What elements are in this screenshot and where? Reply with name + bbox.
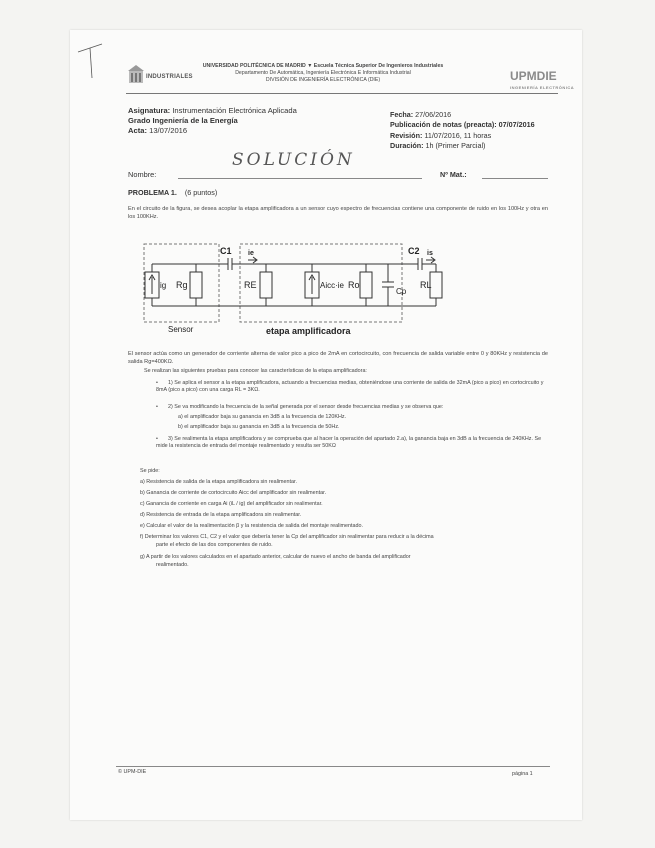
industriales-logo xyxy=(128,64,193,89)
question-b: b) Ganancia de corriente de cortocircuito Aicc del amplificador sin realimentar. xyxy=(140,490,327,496)
upmdie-logo xyxy=(510,67,574,90)
question-f-cont: parte el efecto de las dos componentes de ruido. xyxy=(156,542,273,548)
body-p1: El sensor actúa como un generador de corriente alterna de valor pico a pico de 2mA en cortocircuito, con frecuencia de salida variable entre 0 y 80KHz y resistencia de salida Rg=400KΩ. xyxy=(128,351,548,365)
cp-label: Cp xyxy=(396,287,407,296)
exam-meta-left xyxy=(128,106,297,137)
fecha-value: 27/06/2016 xyxy=(413,110,452,119)
footer-divider xyxy=(116,766,550,767)
header-divider xyxy=(126,93,558,94)
problem-points: (6 puntos) xyxy=(184,188,218,197)
question-f: f) Determinar los valores C1, C2 y el valor que debería tener la Cp del amplificador sin realimentar para reducir a la décima xyxy=(140,534,434,540)
se-pide: Se pide: xyxy=(140,468,160,474)
re-label: RE xyxy=(244,280,257,290)
test-3 xyxy=(156,436,550,451)
logo-right-text: UPMDIE xyxy=(510,69,557,83)
is-label: is xyxy=(427,250,433,257)
publicacion-label: Publicación de notas (preacta): xyxy=(390,120,497,130)
question-g-cont: realimentado. xyxy=(156,562,189,568)
duracion-value: 1h (Primer Parcial) xyxy=(423,141,486,151)
pen-mark xyxy=(76,40,106,80)
footer-left: © UPM-DIE xyxy=(118,769,147,775)
revision-label: Revisión: xyxy=(390,130,423,140)
test-2 xyxy=(156,404,550,411)
question-a: a) Resistencia de salida de la etapa amplificadora sin realimentar. xyxy=(140,479,298,485)
ie-label: ie xyxy=(248,250,254,257)
asignatura-label: Asignatura: xyxy=(128,106,171,115)
publicacion-value: 07/07/2016 xyxy=(496,120,535,130)
question-g: g) A partir de los valores calculados en el apartado anterior, calcular de nuevo el ancho de banda del amplificador xyxy=(140,554,411,560)
problem-intro: En el circuito de la figura, se desea acoplar la etapa amplificadora a un sensor cuyo espectro de frecuencias contiene una componente de ruido en los 100Hz y otra en los 100KHz. xyxy=(128,206,548,220)
university-line: UNIVERSIDAD POLITÉCNICA DE MADRID ▼ Escuela Técnica Superior De Ingenieros Industriales xyxy=(202,63,444,69)
acta-label: Acta: xyxy=(128,126,147,136)
nombre-line xyxy=(178,178,422,179)
rl-label: RL xyxy=(420,280,432,290)
test-2-text: 2) Se va modificando la frecuencia de la señal generada por el sensor desde frecuencias medias y se observa que: xyxy=(168,404,444,410)
bullet-icon: • xyxy=(156,380,158,386)
question-c: c) Ganancia de corriente en carga Ai (iL / ig) del amplificador sin realimentar. xyxy=(140,501,323,507)
nombre-handwritten: SOLUCIÓN xyxy=(232,150,355,170)
bullet-icon: • xyxy=(156,404,158,410)
question-d: d) Resistencia de entrada de la etapa amplificadora sin realimentar. xyxy=(140,512,302,518)
problem-title: PROBLEMA 1. xyxy=(128,188,177,197)
problem-heading xyxy=(128,188,217,197)
aicc-label: Aicc·ie xyxy=(320,281,345,290)
header-institution xyxy=(188,63,458,84)
c2-label: C2 xyxy=(408,246,420,256)
footer-right: página 1 xyxy=(512,771,533,777)
ro-label: Ro xyxy=(348,280,360,290)
nombre-label: Nombre: xyxy=(128,170,157,179)
fecha-label: Fecha: xyxy=(390,110,414,119)
division-line: DIVISIÓN DE INGENIERÍA ELECTRÓNICA (DIE) xyxy=(265,77,381,83)
test-1-text: 1) Se aplica el sensor a la etapa amplificadora, actuando a frecuencias medias, obteniéndose una corriente de salida de 32mA (pico a pico) en cortocircuito y 8mA (pico a pico) con una carga RL = 3KΩ. xyxy=(156,380,544,394)
test-2a: a) el amplificador baja su ganancia en 3dB a la frecuencia de 120KHz. xyxy=(178,414,347,420)
grado-text: Grado Ingeniería de la Energía xyxy=(128,116,238,126)
logo-left-text: INDUSTRIALES xyxy=(146,74,193,80)
nmat-label: Nº Mat.: xyxy=(440,170,467,179)
sensor-label: Sensor xyxy=(168,325,194,334)
test-2b: b) el amplificador baja su ganancia en 3dB a la frecuencia de 50Hz. xyxy=(178,424,340,430)
nmat-line xyxy=(482,178,548,179)
exam-meta-right xyxy=(390,110,535,152)
rg-label: Rg xyxy=(176,280,188,290)
bullet-icon: • xyxy=(156,436,158,442)
revision-value: 11/07/2016, 11 horas xyxy=(422,130,492,140)
ig-label: ig xyxy=(160,281,167,290)
body-p2: Se realizan las siguientes pruebas para conocer las características de la etapa amplificadora: xyxy=(144,368,367,374)
logo-right-sub: INGENIERÍA ELECTRÓNICA xyxy=(510,85,575,90)
circuit-diagram xyxy=(140,242,450,340)
c1-label: C1 xyxy=(220,246,232,256)
duracion-label: Duración: xyxy=(390,141,424,151)
question-e: e) Calcular el valor de la realimentación β y la resistencia de salida del montaje realimentado. xyxy=(140,523,364,529)
acta-value: 13/07/2016 xyxy=(147,126,188,136)
department-line: Departamento De Automática, Ingeniería Electrónica E Informática Industrial xyxy=(235,70,411,76)
test-1 xyxy=(156,380,550,395)
test-3-text: 3) Se realimenta la etapa amplificadora y se comprueba que al hacer la operación del apartado 2.a), la ganancia baja en 3dB a la frecuencia de 240KHz. Se mide la resistencia de entrada del montaje realimentado y resulta ser 50KΩ xyxy=(156,436,542,450)
asignatura-value: Instrumentación Electrónica Aplicada xyxy=(170,106,297,115)
etapa-label: etapa amplificadora xyxy=(266,326,351,336)
